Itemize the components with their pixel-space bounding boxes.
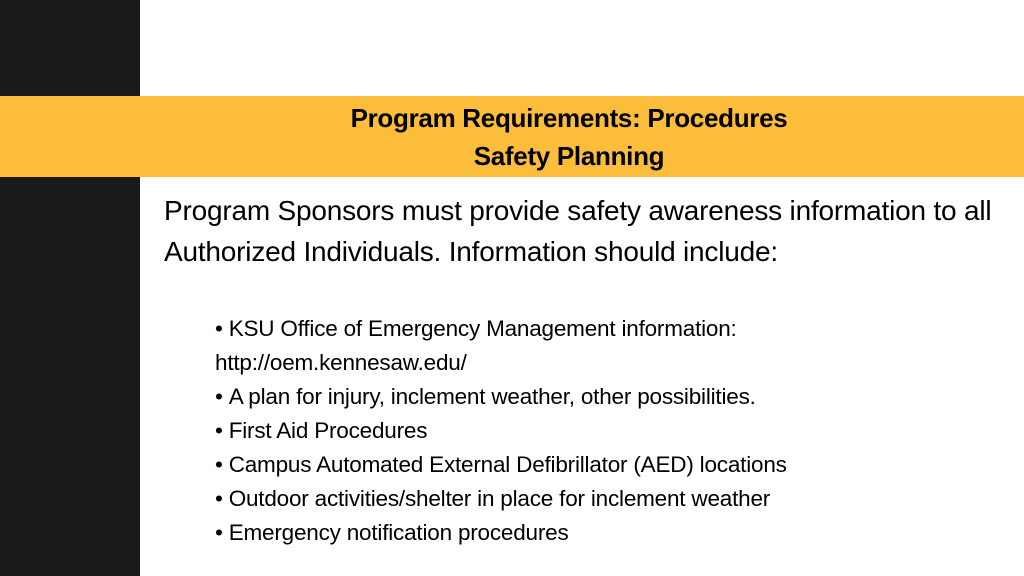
bullet-icon: •: [215, 418, 223, 443]
bullet-text: KSU Office of Emergency Management information:: [228, 316, 737, 341]
bullet-item: [215, 516, 1005, 550]
left-decorative-bar: [0, 0, 140, 576]
title-line-1: Program Requirements: Procedures: [350, 103, 788, 133]
bullet-icon: •: [215, 486, 223, 511]
bullet-item: [215, 448, 1005, 482]
bullet-text: A plan for injury, inclement weather, other possibilities.: [228, 384, 756, 409]
bullet-item: [215, 414, 1005, 448]
bullet-icon: •: [215, 452, 223, 477]
bullet-text: Campus Automated External Defibrillator (AED) locations: [228, 452, 787, 477]
oem-link[interactable]: http://oem.kennesaw.edu/: [215, 350, 467, 375]
bullet-text: First Aid Procedures: [228, 418, 428, 443]
bullet-item: [215, 380, 1005, 414]
bullet-icon: •: [215, 520, 223, 545]
bullet-text: Emergency notification procedures: [228, 520, 569, 545]
bullet-icon: •: [215, 316, 223, 341]
bullet-item: [215, 482, 1005, 516]
bullet-text: Outdoor activities/shelter in place for inclement weather: [228, 486, 771, 511]
slide-title: [140, 96, 998, 177]
title-line-2: Safety Planning: [473, 141, 665, 171]
bullet-item: [215, 312, 1005, 380]
bullet-icon: •: [215, 384, 223, 409]
intro-paragraph: Program Sponsors must provide safety awareness information to all Authorized Individuals. Information should include:: [164, 195, 992, 267]
bullet-list: [215, 312, 1005, 550]
